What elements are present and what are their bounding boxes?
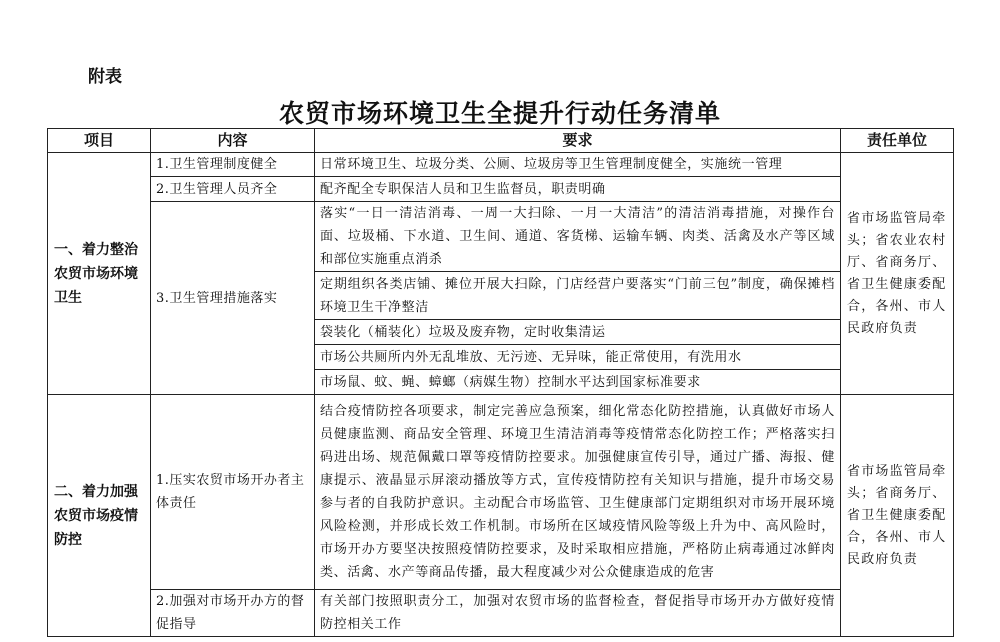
content-cell: 2.卫生管理人员齐全: [151, 177, 315, 202]
header-responsible: 责任单位: [841, 129, 954, 153]
requirement-cell: 配齐配全专职保洁人员和卫生监督员，职责明确: [315, 177, 841, 202]
task-list-table: [47, 128, 954, 637]
table-header-row: [48, 129, 954, 153]
requirement-cell: 日常环境卫生、垃圾分类、公厕、垃圾房等卫生管理制度健全，实施统一管理: [315, 153, 841, 177]
requirement-cell: 市场鼠、蚊、蝇、蟑螂（病媒生物）控制水平达到国家标准要求: [315, 370, 841, 395]
category-cell: 二、着力加强农贸市场疫情防控: [48, 395, 151, 637]
table-row: [48, 202, 954, 272]
table-row: [48, 177, 954, 202]
header-project: 项目: [48, 129, 151, 153]
header-requirements: 要求: [315, 129, 841, 153]
table-row: [48, 590, 954, 637]
header-content: 内容: [151, 129, 315, 153]
document-title: 农贸市场环境卫生全提升行动任务清单: [278, 99, 721, 128]
requirement-cell: 市场公共厕所内外无乱堆放、无污迹、无异味，能正常使用，有洗用水: [315, 345, 841, 370]
content-cell: 2.加强对市场开办方的督促指导: [151, 590, 315, 637]
requirement-cell: 结合疫情防控各项要求，制定完善应急预案，细化常态化防控措施，认真做好市场人员健康监测、商品安全管理、环境卫生清洁消毒等疫情常态化防控工作；严格落实扫码进出场、规范佩戴口罩等疫情防控要求。加强健康宣传引导，通过广播、海报、健康提示、液晶显示屏滚动播放等方式，宣传疫情防控有关知识与措施，提升市场交易参与者的自我防护意识。主动配合市场监管、卫生健康部门定期组织对市场开展环境风险检测，并形成长效工作机制。市场所在区域疫情风险等级上升为中、高风险时，市场开办方要坚决按照疫情防控要求，及时采取相应措施，严格防止病毒通过冰鲜肉类、活禽、水产等商品传播，最大程度减少对公众健康造成的危害: [315, 395, 841, 590]
responsible-cell: 省市场监管局牵头；省农业农村厅、省商务厅、省卫生健康委配合，各州、市人民政府负责: [841, 153, 954, 395]
requirement-cell: 定期组织各类店铺、摊位开展大扫除，门店经营户要落实“门前三包”制度，确保摊档环境卫生干净整洁: [315, 272, 841, 320]
requirement-cell: 袋装化（桶装化）垃圾及废弃物，定时收集清运: [315, 320, 841, 345]
category-cell: 一、着力整治农贸市场环境卫生: [48, 153, 151, 395]
responsible-cell: 省市场监管局牵头；省商务厅、省卫生健康委配合，各州、市人民政府负责: [841, 395, 954, 637]
requirement-cell: 落实“一日一清洁消毒、一周一大扫除、一月一大清洁”的清洁消毒措施，对操作台面、垃圾桶、下水道、卫生间、通道、客货梯、运输车辆、肉类、活禽及水产等区域和部位实施重点消杀: [315, 202, 841, 272]
content-cell: 1.压实农贸市场开办者主体责任: [151, 395, 315, 590]
table-row: [48, 153, 954, 177]
requirement-cell: 有关部门按照职责分工，加强对农贸市场的监督检查，督促指导市场开办方做好疫情防控相关工作: [315, 590, 841, 637]
table-row: [48, 395, 954, 590]
content-cell: 3.卫生管理措施落实: [151, 202, 315, 395]
content-cell: 1.卫生管理制度健全: [151, 153, 315, 177]
attachment-label: 附表: [88, 67, 122, 87]
